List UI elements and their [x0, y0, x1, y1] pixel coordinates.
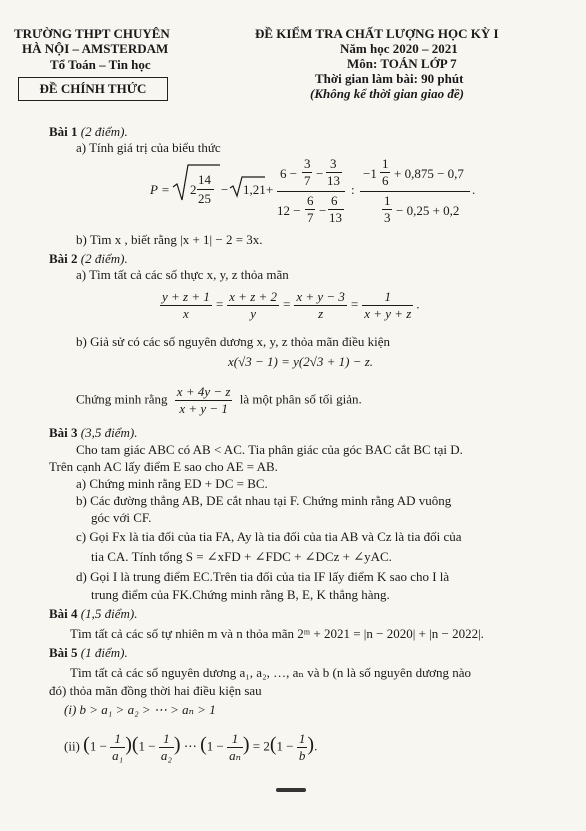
prove-fraction: $\frac{x + 4y - z}{x + y - 1}$ [176, 384, 231, 416]
f1-den-a: 12 − [277, 203, 301, 218]
bai3-c2: tia CA. Tính tổng S = ∠xFD + ∠FDC + ∠DCz + ∠yAC. [91, 549, 392, 564]
minus-1: − [221, 182, 229, 197]
bai3-heading [49, 425, 137, 441]
bai4-text: Tìm tất cả các số tự nhiên m và n thỏa mãn 2ᵐ + 2021 = |n − 2020| + |n − 2022|. [70, 626, 484, 641]
f2-main-bar [360, 191, 470, 192]
bai3-b2: góc với CF. [91, 510, 152, 525]
bai5-cond2: (ii) (1 − $\frac{1}{\text{a₁}}$ )(1 − $\frac{1}{\text{a₂}}$ ) ⋯ (1 − $\frac{1}{\text{aₙ}}$ ) = 2(1 − $\frac{1}{b}$ ). [64, 731, 318, 763]
subject: Môn: TOÁN LỚP 7 [347, 56, 457, 71]
bai5-heading [49, 645, 128, 661]
school-year: Năm học 2020 – 2021 [340, 41, 458, 56]
bai3-d2: trung điểm của FK.Chứng minh rằng B, E, K thẳng hàng. [91, 587, 390, 602]
f2-num-a: −1 [363, 166, 377, 181]
bai4-heading [49, 606, 137, 622]
official-stamp: ĐỀ CHÍNH THỨC [18, 77, 168, 101]
cond2-label: (ii) [64, 738, 80, 754]
f1-num-f: 13 [327, 173, 340, 188]
bai3-b1: b) Các đường thẳng AB, DE cắt nhau tại F. Chứng minh rằng AD vuông [76, 493, 452, 508]
bai5-text2: đó) thỏa mãn đồng thời hai điều kiện sau [49, 683, 262, 698]
f1-den-d: − [319, 203, 327, 218]
f1-den-b: 6 [307, 193, 314, 208]
f1-num-d: − [316, 166, 324, 181]
department: Tổ Toán – Tin học [50, 57, 151, 72]
bai3-title: Bài 3 [49, 425, 78, 440]
bai3-intro2: Trên cạnh AC lấy điểm E sao cho AE = AB. [49, 459, 278, 474]
bai4-points: (1,5 điểm). [80, 606, 138, 621]
ratio-1: $\frac{y + z + 1}{x}$ [162, 289, 210, 321]
f2-num-d: + 0,875 − 0,7 [394, 166, 464, 181]
prove-line [76, 384, 362, 417]
f1-num-e: 3 [330, 156, 337, 171]
f1-num-b: 3 [304, 156, 311, 171]
colon: : [351, 182, 355, 197]
f1-den-c: 7 [307, 210, 314, 225]
bai1-a: a) Tính giá trị của biểu thức [76, 140, 221, 155]
f2-num-b: 1 [382, 156, 389, 171]
end-mark [276, 788, 306, 792]
bai2-eq2: x(√3 − 1) = y(2√3 + 1) − z. [228, 354, 374, 369]
r1-num: 14 [198, 172, 211, 187]
bai4-title: Bài 4 [49, 606, 78, 621]
bai3-a: a) Chứng minh rằng ED + DC = BC. [76, 476, 268, 491]
prove-text: Chứng minh rằng [76, 391, 168, 407]
f2-num-c: 6 [382, 173, 389, 188]
ratio-3: $\frac{x + y - 3}{z}$ [296, 289, 345, 321]
f1-num-c: 7 [304, 173, 311, 188]
prove-end: là một phân số tối giản. [239, 391, 362, 407]
ratio-equation [160, 289, 420, 322]
school-line1: TRƯỜNG THPT CHUYÊN [14, 26, 170, 41]
eq-sign-1: = [215, 296, 224, 312]
bai2-heading [49, 251, 128, 267]
bai3-c1: c) Gọi Fx là tia đối của tia FA, Ay là tia đối của tia AB và Cz là tia đối của [76, 529, 462, 544]
f1-main-bar [277, 191, 345, 192]
bai3-d1: d) Gọi I là trung điểm EC.Trên tia đối của tia IF lấy điểm K sao cho I là [76, 569, 450, 584]
ratio-end-dot: . [416, 296, 420, 312]
r1-bar [197, 189, 214, 190]
eq-sign-2: = [282, 296, 292, 312]
exam-title: ĐỀ KIỂM TRA CHẤT LƯỢNG HỌC KỲ I [255, 26, 499, 41]
bai2-b: b) Giả sử có các số nguyên dương x, y, z thỏa mãn điều kiện [76, 334, 390, 349]
ratio-4: $\frac{1}{x + y + z}$ [364, 289, 412, 321]
eq-sign-3: = [350, 296, 359, 312]
p-label: P = [150, 182, 170, 197]
bai3-points: (3,5 điểm). [80, 425, 138, 440]
bai1-points: (2 điểm). [80, 124, 128, 139]
bai5-points: (1 điểm). [80, 645, 128, 660]
f1-num-a: 6 − [280, 166, 298, 181]
bai5-text1: Tìm tất cả các số nguyên dương a₁, a₂, …, aₙ và b (n là số nguyên dương nào [70, 665, 472, 680]
bai2-a: a) Tìm tất cả các số thực x, y, z thỏa mãn [76, 267, 289, 282]
f2-den-c: − 0,25 + 0,2 [396, 203, 460, 218]
cond2-fracb: $\frac{1}{b}$ [298, 731, 306, 763]
f2-den-a: 1 [384, 193, 391, 208]
time-note: (Không kể thời gian giao đề) [310, 86, 464, 101]
bai3-intro1: Cho tam giác ABC có AB < AC. Tia phân giác của góc BAC cắt BC tại D. [76, 442, 463, 457]
bai2-title: Bài 2 [49, 251, 78, 266]
cond2-frac2: $\frac{1}{\text{a₂}}$ [160, 731, 172, 763]
cond2-fracn: $\frac{1}{\text{aₙ}}$ [229, 731, 241, 763]
p-end-dot: . [472, 182, 476, 197]
plus-1: + [266, 182, 274, 197]
r1-den: 25 [198, 191, 211, 206]
cond2-dots: ⋯ [183, 738, 197, 754]
bai1-title: Bài 1 [49, 124, 78, 139]
exam-time: Thời gian làm bài: 90 phút [315, 71, 464, 86]
cond2-frac1: $\frac{1}{\text{a₁}}$ [112, 731, 124, 763]
bai5-title: Bài 5 [49, 645, 78, 660]
bai1-heading [49, 124, 128, 140]
ratio-2: $\frac{x + z + 2}{y}$ [229, 289, 278, 321]
r2: 1,21 [243, 182, 266, 197]
school-line2: HÀ NỘI – AMSTERDAM [22, 41, 169, 56]
bai1-b: b) Tìm x , biết rằng |x + 1| − 2 = 3x. [76, 232, 263, 247]
f1-den-e: 6 [331, 193, 338, 208]
f2-den-b: 3 [384, 210, 391, 225]
bai2-points: (2 điểm). [80, 251, 128, 266]
r1-int: 2 [190, 182, 197, 197]
bai5-cond1: (i) b > a₁ > a₂ > ⋯ > aₙ > 1 [64, 702, 216, 717]
f1-den-f: 13 [329, 210, 342, 225]
cond2-rhs: = 2 [252, 738, 270, 754]
